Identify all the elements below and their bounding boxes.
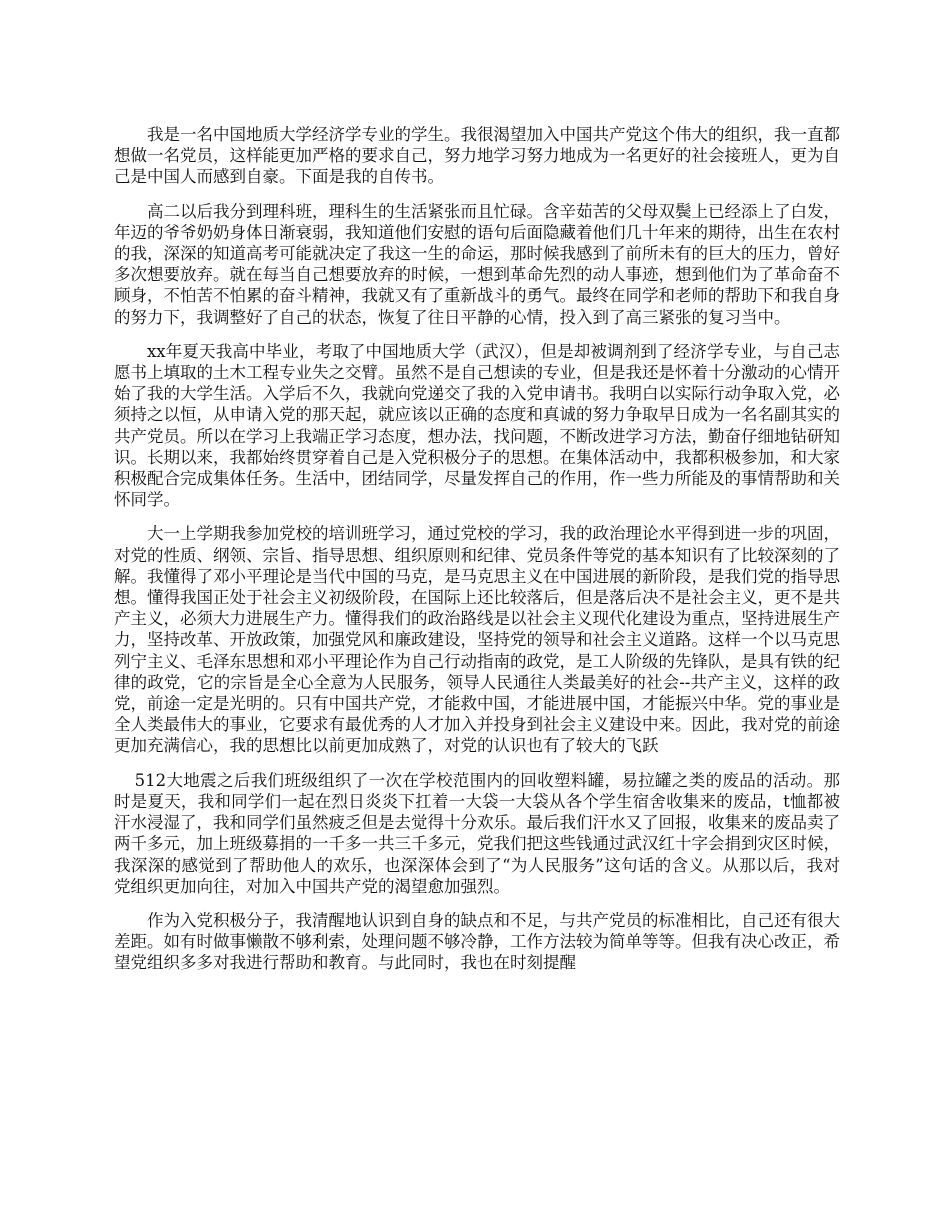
paragraph-intro: 我是一名中国地质大学经济学专业的学生。我很渴望加入中国共产党这个伟大的组织，我一直都想做一名党员，这样能更加严格的要求自己，努力地学习努力地成为一名更好的社会接班人，更为自己是中国人而感到自豪。下面是我的自传书。 <box>114 125 840 187</box>
paragraph-self-reflection: 作为入党积极分子，我清醒地认识到自身的缺点和不足，与共产党员的标准相比，自己还有很大差距。如有时做事懒散不够利索，处理问题不够冷静，工作方法较为简单等等。但我有决心改正，希望党组织多多对我进行帮助和教育。与此同时，我也在时刻提醒 <box>114 910 840 973</box>
paragraph-party-school: 大一上学期我参加党校的培训班学习，通过党校的学习，我的政治理论水平得到进一步的巩固，对党的性质、纲领、宗旨、指导思想、组织原则和纪律、党员条件等党的基本知识有了比较深刻的了解。我懂得了邓小平理论是当代中国的马克，是马克思主义在中国进展的新阶段，是我们党的指导思想。懂得我国正处于社会主义初级阶段，在国际上还比较落后，但是落后决不是社会主义，更不是共产主义，必须大力进展生产力。懂得我们的政治路线是以社会主义现代化建设为重点，坚持进展生产力，坚持改革、开放政策，加强党风和廉政建设，坚持党的领导和社会主义道路。这样一个以马克思列宁主义、毛泽东思想和邓小平理论作为自己行动指南的政党，是工人阶级的先锋队，是具有铁的纪律的政党，它的宗旨是全心全意为人民服务，领导人民通往人类最美好的社会--共产主义，这样的政党，前途一定是光明的。只有中国共产党，才能救中国，才能进展中国，才能振兴中华。党的事业是全人类最伟大的事业，它要求有最优秀的人才加入并投身到社会主义建设中来。因此，我对党的前途更加充满信心，我的思想比以前更加成熟了，对党的认识也有了较大的飞跃 <box>114 524 840 756</box>
paragraph-high-school: 高二以后我分到理科班，理科生的生活紧张而且忙碌。含辛茹苦的父母双鬓上已经添上了白发，年迈的爷爷奶奶身体日渐衰弱，我知道他们安慰的语句后面隐藏着他们几十年来的期待，出生在农村的我，深深的知道高考可能就决定了我这一生的命运，那时候我感到了前所未有的巨大的压力，曾好多次想要放弃。就在每当自己想要放弃的时候，一想到革命先烈的动人事迹，想到他们为了革命奋不顾身，不怕苦不怕累的奋斗精神，我就又有了重新战斗的勇气。最终在同学和老师的帮助下和我自身的努力下，我调整好了自己的状态，恢复了往日平静的心情，投入到了高三紧张的复习当中。 <box>114 201 840 327</box>
paragraph-university: xx年夏天我高中毕业，考取了中国地质大学（武汉），但是却被调剂到了经济学专业，与自己志愿书上填取的土木工程专业失之交臂。虽然不是自己想读的专业，但是我还是怀着十分激动的心情开始了我的大学生活。入学后不久，我就向党递交了我的入党申请书。我明白以实际行动争取入党，必须持之以恒，从申请入党的那天起，就应该以正确的态度和真诚的努力争取早日成为一名名副其实的共产党员。所以在学习上我端正学习态度，想办法，找问题，不断改进学习方法，勤奋仔细地钻研知识。长期以来，我都始终贯穿着自己是入党积极分子的思想。在集体活动中，我都积极参加，和大家积极配合完成集体任务。生活中，团结同学，尽量发挥自己的作用，作一些力所能及的事情帮助和关怀同学。 <box>114 341 840 510</box>
paragraph-earthquake-activity: 512大地震之后我们班级组织了一次在学校范围内的回收塑料罐，易拉罐之类的废品的活动。那时是夏天，我和同学们一起在烈日炎炎下扛着一大袋一大袋从各个学生宿舍收集来的废品，t恤都被汗水浸湿了，我和同学们虽然疲乏但是去觉得十分欢乐。最后我们汗水又了回报，收集来的废品卖了两千多元，加上班级募捐的一千多一共三千多元，党我们把这些钱通过武汉红十字会捐到灾区时候，我深深的感觉到了帮助他人的欢乐，也深深体会到了“为人民服务”这句话的含义。从那以后，我对党组织更加向往，对加入中国共产党的渴望愈加强烈。 <box>114 770 840 896</box>
document-body <box>114 124 840 987</box>
